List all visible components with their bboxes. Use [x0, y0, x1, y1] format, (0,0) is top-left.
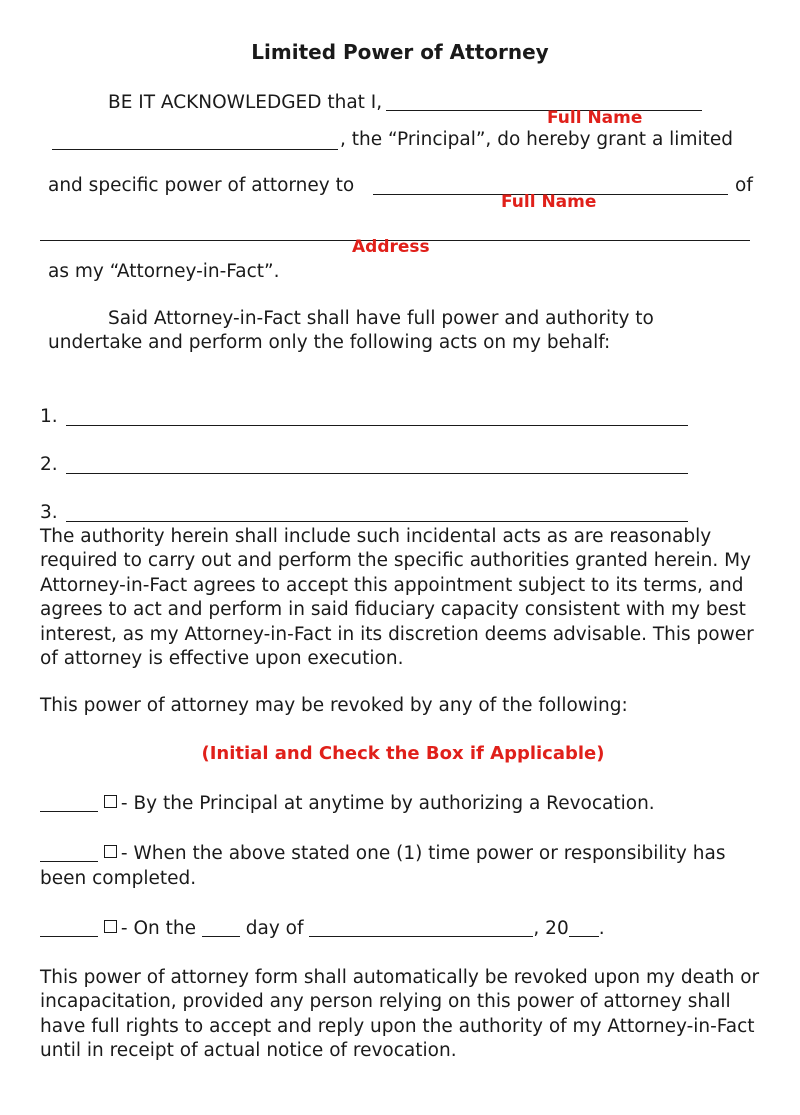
option-2-text: - When the above stated one (1) time power or responsibility has — [120, 843, 726, 864]
act-field-3[interactable] — [66, 521, 688, 522]
day-field[interactable] — [202, 936, 240, 937]
grant-text: and specific power of attorney to — [48, 175, 355, 196]
option-3-year: , 20 — [533, 918, 569, 939]
revocation-option-1 — [40, 792, 655, 816]
address-label: Address — [352, 237, 430, 257]
act-number-2: 2. — [40, 454, 58, 475]
checkbox-icon[interactable] — [104, 845, 117, 858]
initial-field-1[interactable] — [40, 811, 98, 812]
attorney-in-fact-text: as my “Attorney-in-Fact”. — [48, 261, 280, 282]
principal-text: , the “Principal”, do hereby grant a limited — [340, 129, 733, 150]
month-field[interactable] — [309, 936, 533, 937]
document-title: Limited Power of Attorney — [251, 40, 549, 64]
authority-line-1: Said Attorney-in-Fact shall have full power and authority to — [108, 308, 654, 329]
initial-instruction: (Initial and Check the Box if Applicable) — [201, 743, 605, 764]
revocation-option-2 — [40, 842, 725, 866]
checkbox-icon[interactable] — [104, 920, 117, 933]
initial-field-3[interactable] — [40, 936, 98, 937]
full-name-label-2: Full Name — [501, 192, 597, 212]
revocation-option-3 — [40, 917, 605, 941]
final-paragraph: This power of attorney form shall automatically be revoked upon my death or incapacitation, provided any person relying on this power of attorney shall have full rights to accept and reply upon the authority of my Attorney-in-Fact until in receipt of actual notice of revocation. — [40, 967, 760, 1062]
checkbox-icon[interactable] — [104, 795, 117, 808]
act-field-1[interactable] — [66, 425, 688, 426]
revocation-intro: This power of attorney may be revoked by any of the following: — [40, 695, 628, 716]
authority-line-2: undertake and perform only the following acts on my behalf: — [48, 332, 611, 353]
year-field[interactable] — [569, 936, 599, 937]
act-field-2[interactable] — [66, 473, 688, 474]
act-number-3: 3. — [40, 502, 58, 523]
of-text: of — [735, 175, 753, 196]
option-2-continuation: been completed. — [40, 868, 197, 889]
incidental-paragraph: The authority herein shall include such incidental acts as are reasonably required to carry out and perform the specific authorities granted herein. My Attorney-in-Fact agrees to accept this appointment subject to its terms, and agrees to act and perform in said fiduciary capacity consistent with my best interest, as my Attorney-in-Fact in its discretion deems advisable. This power of attorney is effective upon execution. — [40, 526, 754, 670]
option-1-text: - By the Principal at anytime by authorizing a Revocation. — [120, 793, 655, 814]
act-number-1: 1. — [40, 406, 58, 427]
option-3-day-of: day of — [245, 918, 304, 939]
acknowledgement-text: BE IT ACKNOWLEDGED that I, — [108, 92, 383, 113]
option-3-end: . — [598, 918, 605, 939]
principal-name-field-continued[interactable] — [52, 149, 338, 150]
option-3-on-the: - On the — [120, 918, 196, 939]
full-name-label-1: Full Name — [547, 108, 643, 128]
principal-name-field[interactable] — [386, 110, 702, 111]
initial-field-2[interactable] — [40, 861, 98, 862]
